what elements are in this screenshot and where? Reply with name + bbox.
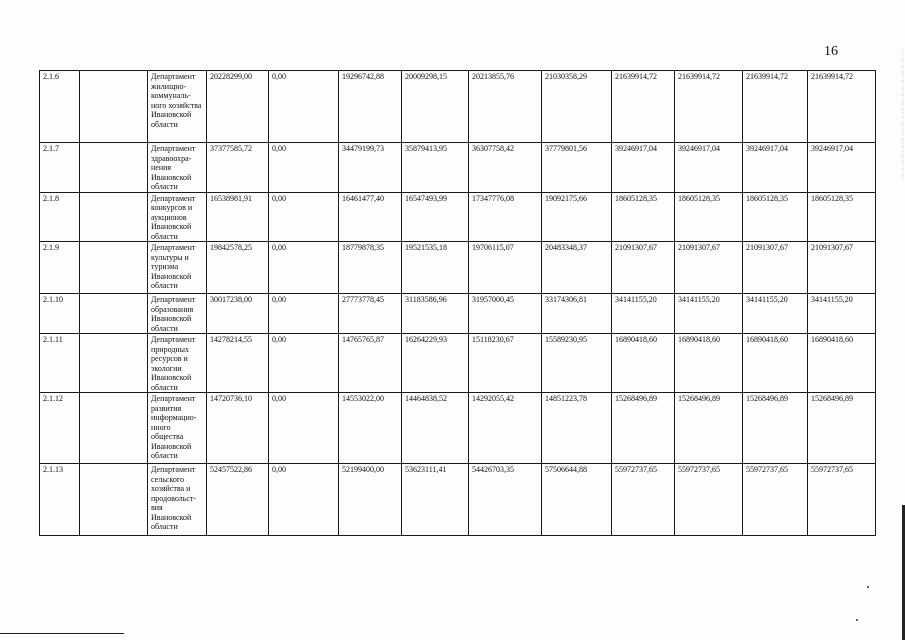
amount-cell: 27773778,45 [339, 294, 402, 334]
amount-cell: 37377585,72 [207, 143, 269, 193]
empty-cell [80, 192, 148, 242]
amount-cell: 21639914,72 [743, 71, 808, 143]
amount-cell: 15268496,89 [675, 393, 743, 464]
amount-cell: 33174306,81 [542, 294, 612, 334]
amount-cell: 18605128,35 [612, 192, 675, 242]
amount-cell: 34141155,20 [808, 294, 876, 334]
amount-cell: 14464838,52 [402, 393, 469, 464]
table-row [40, 242, 876, 294]
row-code: 2.1.13 [40, 464, 80, 536]
amount-cell: 19706115,07 [469, 242, 542, 294]
amount-cell: 31957000,45 [469, 294, 542, 334]
amount-cell: 0,00 [269, 393, 339, 464]
amount-cell: 34141155,20 [675, 294, 743, 334]
amount-cell: 20009298,15 [402, 71, 469, 143]
amount-cell: 21091307,67 [808, 242, 876, 294]
amount-cell: 0,00 [269, 242, 339, 294]
amount-cell: 16547493,99 [402, 192, 469, 242]
amount-cell: 16890418,60 [808, 334, 876, 393]
amount-cell: 18779878,35 [339, 242, 402, 294]
amount-cell: 18605128,35 [675, 192, 743, 242]
table-row [40, 71, 876, 143]
amount-cell: 15268496,89 [808, 393, 876, 464]
amount-cell: 34479199,73 [339, 143, 402, 193]
amount-cell: 18605128,35 [743, 192, 808, 242]
scan-edge-artifact: · · ··· ·· ···· ·· ··· ·· ···· ··· ·· ··· ···· ·· ··· ···· ··· ·· ··· [899, 50, 905, 179]
amount-cell: 34141155,20 [612, 294, 675, 334]
amount-cell: 39246917,04 [808, 143, 876, 193]
empty-cell [80, 334, 148, 393]
empty-cell [80, 464, 148, 536]
empty-cell [80, 71, 148, 143]
amount-cell: 16890418,60 [675, 334, 743, 393]
row-code: 2.1.6 [40, 71, 80, 143]
amount-cell: 16461477,40 [339, 192, 402, 242]
budget-table-body [40, 71, 876, 536]
department-name: Департамент культуры и туризма Ивановской области [148, 242, 207, 294]
amount-cell: 15589230,95 [542, 334, 612, 393]
amount-cell: 20213855,76 [469, 71, 542, 143]
amount-cell: 52199400,00 [339, 464, 402, 536]
table-row [40, 294, 876, 334]
amount-cell: 20228299,00 [207, 71, 269, 143]
table-row [40, 464, 876, 536]
empty-cell [80, 294, 148, 334]
amount-cell: 17347776,08 [469, 192, 542, 242]
amount-cell: 0,00 [269, 334, 339, 393]
table-row [40, 393, 876, 464]
amount-cell: 36307758,42 [469, 143, 542, 193]
amount-cell: 14553022,00 [339, 393, 402, 464]
department-name: Департамент сельского хозяйства и продовольст-вия Ивановской области [148, 464, 207, 536]
amount-cell: 16264229,93 [402, 334, 469, 393]
amount-cell: 52457522,86 [207, 464, 269, 536]
amount-cell: 21091307,67 [612, 242, 675, 294]
budget-table [39, 70, 876, 536]
amount-cell: 21091307,67 [743, 242, 808, 294]
row-code: 2.1.12 [40, 393, 80, 464]
amount-cell: 54426703,35 [469, 464, 542, 536]
page-number: 16 [824, 44, 838, 59]
amount-cell: 18605128,35 [808, 192, 876, 242]
amount-cell: 0,00 [269, 464, 339, 536]
amount-cell: 14851223,78 [542, 393, 612, 464]
row-code: 2.1.7 [40, 143, 80, 193]
amount-cell: 0,00 [269, 192, 339, 242]
scan-speck [867, 586, 869, 588]
amount-cell: 21639914,72 [675, 71, 743, 143]
amount-cell: 39246917,04 [743, 143, 808, 193]
amount-cell: 53623111,41 [402, 464, 469, 536]
amount-cell: 37779801,56 [542, 143, 612, 193]
amount-cell: 14720736,10 [207, 393, 269, 464]
amount-cell: 15268496,89 [612, 393, 675, 464]
amount-cell: 39246917,04 [675, 143, 743, 193]
amount-cell: 19521535,18 [402, 242, 469, 294]
amount-cell: 21639914,72 [808, 71, 876, 143]
empty-cell [80, 242, 148, 294]
amount-cell: 55972737,65 [675, 464, 743, 536]
scan-speck [856, 619, 858, 621]
amount-cell: 31183586,96 [402, 294, 469, 334]
amount-cell: 0,00 [269, 143, 339, 193]
amount-cell: 14292055,42 [469, 393, 542, 464]
amount-cell: 19296742,88 [339, 71, 402, 143]
empty-cell [80, 393, 148, 464]
amount-cell: 0,00 [269, 71, 339, 143]
department-name: Департамент природных ресурсов и экологии Ивановской области [148, 334, 207, 393]
row-code: 2.1.8 [40, 192, 80, 242]
amount-cell: 55972737,65 [808, 464, 876, 536]
department-name: Департамент конкурсов и аукционов Ивановской области [148, 192, 207, 242]
amount-cell: 34141155,20 [743, 294, 808, 334]
amount-cell: 21639914,72 [612, 71, 675, 143]
amount-cell: 19092175,66 [542, 192, 612, 242]
amount-cell: 16890418,60 [612, 334, 675, 393]
amount-cell: 20483348,37 [542, 242, 612, 294]
amount-cell: 14278214,55 [207, 334, 269, 393]
amount-cell: 21091307,67 [675, 242, 743, 294]
amount-cell: 21030358,29 [542, 71, 612, 143]
amount-cell: 35879413,95 [402, 143, 469, 193]
amount-cell: 16890418,60 [743, 334, 808, 393]
department-name: Департамент жилищно-коммуналь-ного хозяйства Ивановской области [148, 71, 207, 143]
department-name: Департамент развития информацио-нного общества Ивановской области [148, 393, 207, 464]
amount-cell: 39246917,04 [612, 143, 675, 193]
table-row [40, 143, 876, 193]
row-code: 2.1.9 [40, 242, 80, 294]
amount-cell: 19842578,25 [207, 242, 269, 294]
amount-cell: 30017238,00 [207, 294, 269, 334]
empty-cell [80, 143, 148, 193]
row-code: 2.1.10 [40, 294, 80, 334]
department-name: Департамент здравоохра-нения Ивановской области [148, 143, 207, 193]
footnote-divider [0, 633, 124, 634]
amount-cell: 15268496,89 [743, 393, 808, 464]
amount-cell: 57506644,88 [542, 464, 612, 536]
amount-cell: 14765765,87 [339, 334, 402, 393]
amount-cell: 0,00 [269, 294, 339, 334]
row-code: 2.1.11 [40, 334, 80, 393]
amount-cell: 16538981,91 [207, 192, 269, 242]
amount-cell: 55972737,65 [743, 464, 808, 536]
amount-cell: 55972737,65 [612, 464, 675, 536]
table-row [40, 334, 876, 393]
department-name: Департамент образования Ивановской области [148, 294, 207, 334]
amount-cell: 15118230,67 [469, 334, 542, 393]
table-row [40, 192, 876, 242]
